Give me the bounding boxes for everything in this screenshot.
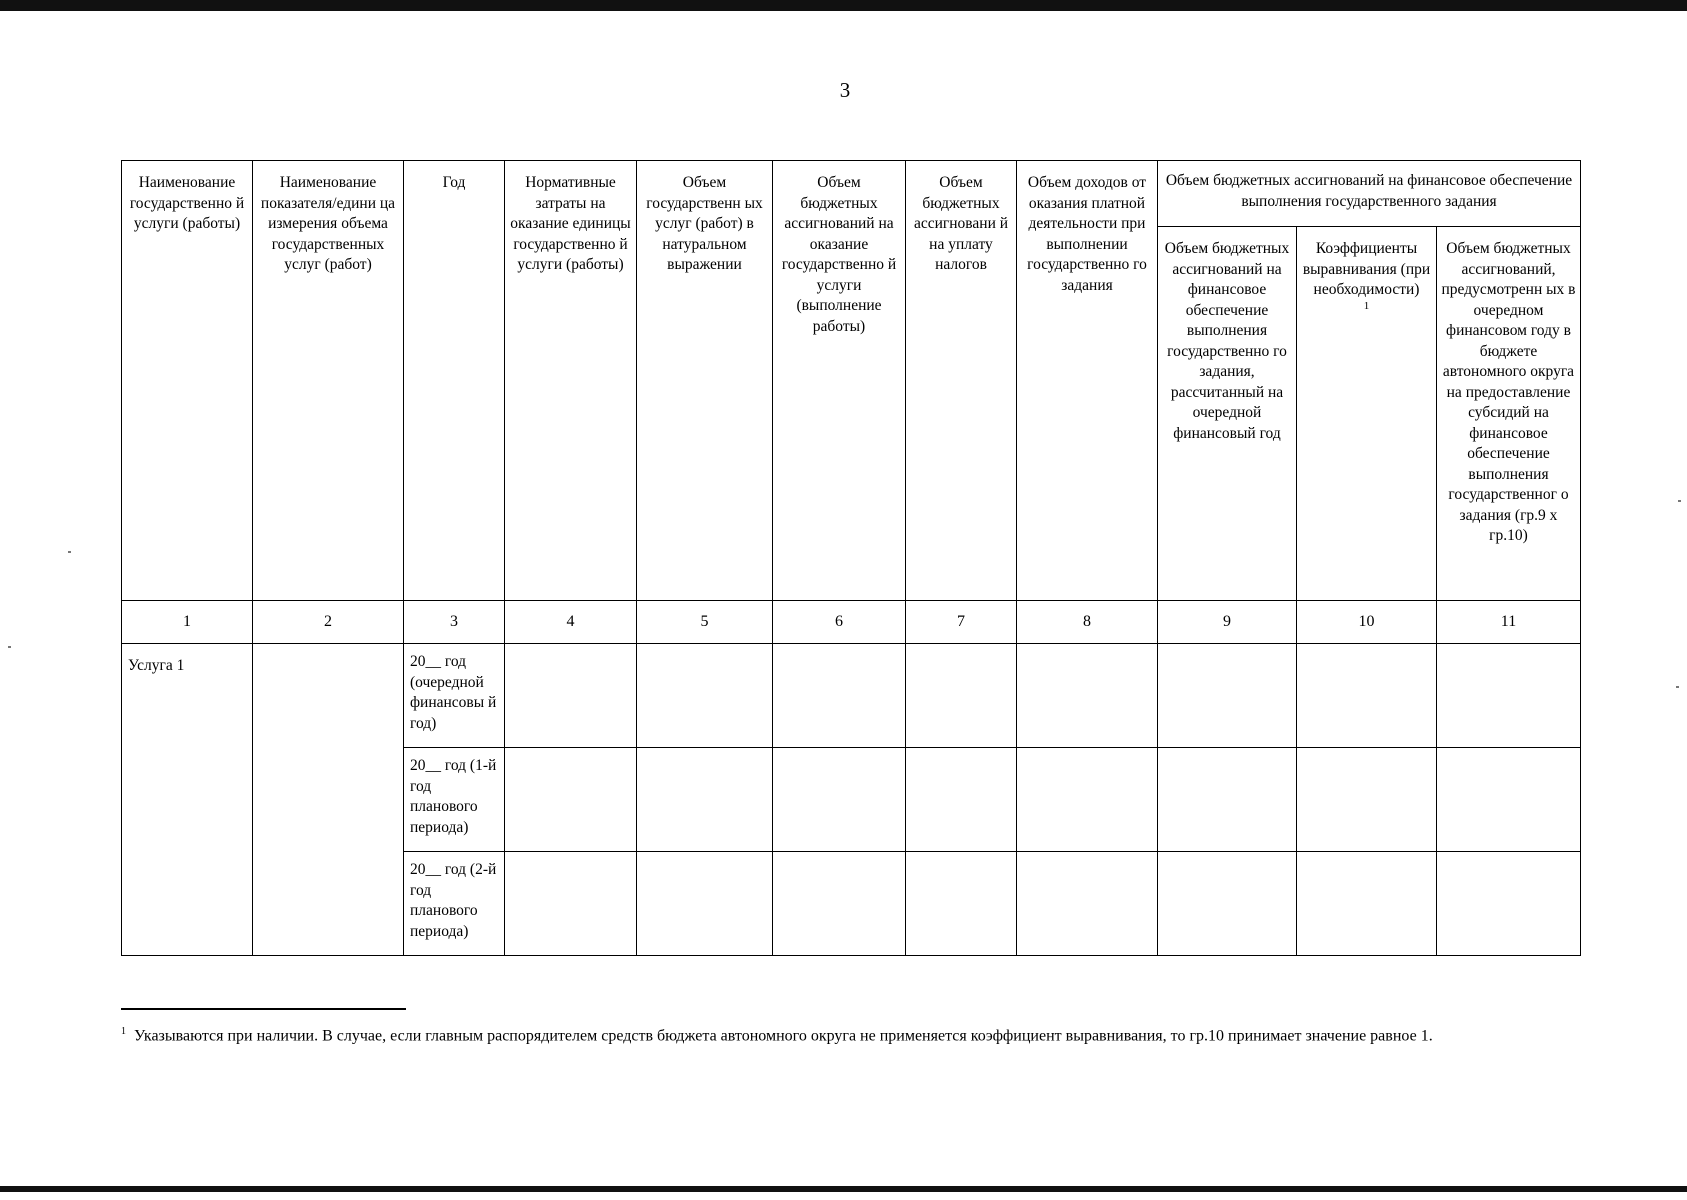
- column-number: 6: [773, 601, 906, 644]
- scan-speck: [68, 551, 71, 553]
- header-normative-costs: Нормативные затраты на оказание единицы государственно й услуги (работы): [505, 161, 637, 601]
- scan-border-bottom: [0, 1186, 1687, 1192]
- scan-speck: [8, 646, 11, 648]
- scan-border-top: [0, 0, 1687, 11]
- data-cell: [505, 644, 637, 748]
- coefficient-footnote-mark: 1: [1363, 299, 1370, 312]
- data-cell: [637, 748, 773, 852]
- footnote: [121, 1020, 1581, 1048]
- header-group-financing: Объем бюджетных ассигнований на финансовое обеспечение выполнения государственного задания: [1158, 161, 1581, 227]
- scan-speck: [1678, 500, 1681, 502]
- column-number: 3: [404, 601, 505, 644]
- header-paid-income: Объем доходов от оказания платной деятельности при выполнении государственно го задания: [1017, 161, 1158, 601]
- column-number: 1: [122, 601, 253, 644]
- data-cell: [773, 852, 906, 956]
- data-cell: [1437, 748, 1581, 852]
- indicator-cell: [253, 644, 404, 956]
- data-cell: [773, 644, 906, 748]
- data-cell: [1297, 852, 1437, 956]
- column-number: 11: [1437, 601, 1581, 644]
- header-calculated-allocations: Объем бюджетных ассигнований на финансовое обеспечение выполнения государственно го задания, рассчитанный на очередной финансовый год: [1158, 227, 1297, 601]
- allocation-table: [121, 160, 1581, 956]
- data-cell: [1297, 748, 1437, 852]
- data-cell: [1297, 644, 1437, 748]
- footnote-text: Указываются при наличии. В случае, если главным распорядителем средств бюджета автономного округа не применяется коэффициент выравнивания, то гр.10 принимает значение равное 1.: [134, 1027, 1433, 1045]
- column-number: 2: [253, 601, 404, 644]
- data-cell: [1158, 748, 1297, 852]
- year-cell: 20__ год (2-й год планового периода): [404, 852, 505, 956]
- header-volume-natural: Объем государственн ых услуг (работ) в натуральном выражении: [637, 161, 773, 601]
- header-equalization-coefficient: [1297, 227, 1437, 601]
- data-cell: [637, 644, 773, 748]
- column-number: 7: [906, 601, 1017, 644]
- data-cell: [1017, 748, 1158, 852]
- header-budget-allocations-provision: Объем бюджетных ассигнований на оказание государственно й услуги (выполнение работы): [773, 161, 906, 601]
- header-year: Год: [404, 161, 505, 601]
- coefficient-label: Коэффициенты выравнивания (при необходимости): [1302, 240, 1431, 298]
- data-cell: [505, 852, 637, 956]
- data-cell: [906, 748, 1017, 852]
- data-cell: [1158, 852, 1297, 956]
- data-cell: [1158, 644, 1297, 748]
- data-cell: [906, 852, 1017, 956]
- scan-speck: [1676, 686, 1679, 688]
- page-number: 3: [839, 78, 851, 102]
- column-number: 10: [1297, 601, 1437, 644]
- service-name-cell: Услуга 1: [122, 644, 253, 956]
- data-cell: [505, 748, 637, 852]
- data-cell: [1017, 852, 1158, 956]
- data-cell: [637, 852, 773, 956]
- footnote-marker: 1: [121, 1026, 126, 1037]
- year-cell: 20__ год (1-й год планового периода): [404, 748, 505, 852]
- data-cell: [1017, 644, 1158, 748]
- footnote-separator: [121, 1008, 406, 1010]
- data-cell: [773, 748, 906, 852]
- column-number: 8: [1017, 601, 1158, 644]
- header-budget-allocations-taxes: Объем бюджетных ассигновани й на уплату налогов: [906, 161, 1017, 601]
- column-number: 4: [505, 601, 637, 644]
- header-service-name: Наименование государственно й услуги (работы): [122, 161, 253, 601]
- data-cell: [906, 644, 1017, 748]
- column-number: 5: [637, 601, 773, 644]
- data-cell: [1437, 852, 1581, 956]
- data-cell: [1437, 644, 1581, 748]
- header-provided-allocations: Объем бюджетных ассигнований, предусмотренн ых в очередном финансовом году в бюджете автономного округа на предоставление субсидий на финансовое обеспечение выполнения государственног о задания (гр.9 х гр.10): [1437, 227, 1581, 601]
- year-cell: 20__ год (очередной финансовы й год): [404, 644, 505, 748]
- table-row: [122, 644, 1581, 748]
- header-indicator-name: Наименование показателя/едини ца измерения объема государственных услуг (работ): [253, 161, 404, 601]
- column-number: 9: [1158, 601, 1297, 644]
